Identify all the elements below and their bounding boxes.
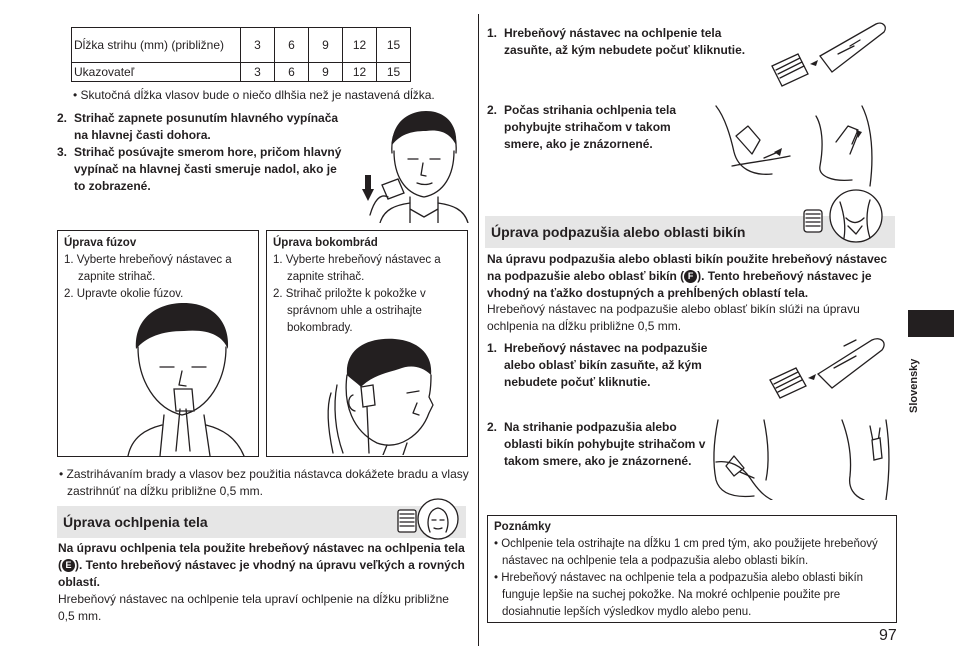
table-cell: 12 (343, 63, 377, 82)
box-title: Úprava fúzov (64, 237, 137, 249)
body-trimming-illustration (712, 96, 892, 188)
section-heading: Úprava podpazušia alebo oblasti bikín (491, 224, 746, 240)
step-number: 2. (57, 111, 68, 125)
underarm-section-description: Hrebeňový nástavec na podpazušie alebo oblasť bikín slúži na úpravu ochlpenia na dĺžku približne 0,5 mm. (487, 302, 860, 333)
table-cell: 3 (241, 63, 275, 82)
body-steps-2 (487, 102, 707, 153)
sideburns-illustration (317, 335, 457, 455)
step-number: 1. (487, 26, 498, 40)
step-item (487, 419, 707, 470)
page-number: 97 (879, 627, 897, 644)
mustache-illustration (126, 301, 246, 456)
table-cell-label: Ukazovateľ (72, 63, 241, 82)
note-item: • Ochlpenie tela ostrihajte na dĺžku 1 cm pred tým, ako použijete hrebeňový nástavec na ochlpenie tela a podpazušia alebo oblasti bikín. (494, 538, 878, 567)
underarm-comb-insert-illustration (764, 330, 896, 400)
body-steps-1 (487, 25, 757, 59)
step-item (487, 102, 707, 153)
bikin-underarm-trimming-illustration (704, 416, 894, 500)
box-item: 2. Upravte okolie fúzov. (64, 288, 184, 300)
language-tab-marker (908, 310, 954, 337)
box-item: 1. Vyberte hrebeňový nástavec a zapnite strihač. (64, 254, 232, 283)
table-cell: 3 (241, 28, 275, 63)
attachment-letter-badge: F (684, 270, 697, 283)
intro-text: ). Tento hrebeňový nástavec je vhodný na ťažko dostupných a prehĺbených oblastí tela. (487, 269, 872, 300)
step-text: Počas strihania ochlpenia tela pohybujte strihačom v takom smere, ako je znázornené. (504, 103, 677, 151)
step-item (487, 25, 757, 59)
table-cell: 15 (377, 63, 411, 82)
body-comb-insert-illustration (764, 18, 894, 88)
note-item: • Hrebeňový nástavec na ochlpenie tela a podpazušia alebo oblasti bikín funguje lepšie na suchej pokožke. Na mokré ochlpenie použite pre dosiahnutie lepších výsledkov mydlo alebo penu. (494, 572, 864, 618)
step-text: Hrebeňový nástavec na ochlpenie tela zasuňte, až kým nebudete počuť kliknutie. (504, 26, 746, 57)
step-text: Hrebeňový nástavec na podpazušie alebo oblasť bikín zasuňte, až kým nebudete počuť kliknutie. (504, 341, 708, 389)
step-text: Na strihanie podpazušia alebo oblasti bikín pohybujte strihačom v takom smere, ako je znázornené. (504, 420, 706, 468)
table-cell: 12 (343, 28, 377, 63)
table-cell-label: Dĺžka strihu (mm) (približne) (72, 28, 241, 63)
step-number: 1. (487, 341, 498, 355)
left-steps (57, 110, 347, 195)
table-cell: 15 (377, 28, 411, 63)
attachment-letter-badge: E (62, 559, 75, 572)
table-row (72, 28, 411, 63)
table-cell: 9 (309, 28, 343, 63)
body-comb-attachment-icon (392, 498, 464, 542)
man-trimming-illustration (360, 105, 472, 223)
cut-length-table (71, 27, 411, 82)
table-row (72, 63, 411, 82)
table-cell: 6 (275, 63, 309, 82)
box-item: 1. Vyberte hrebeňový nástavec a zapnite strihač. (273, 254, 441, 283)
table-note: • Skutočná dĺžka vlasov bude o niečo dlhšia než je nastavená dĺžka. (73, 88, 435, 102)
box-title: Úprava bokombrád (273, 237, 378, 249)
underarm-steps-2 (487, 419, 707, 470)
notes-title: Poznámky (494, 521, 551, 533)
sideburns-box (266, 230, 468, 457)
section-heading: Úprava ochlpenia tela (63, 514, 208, 530)
box-item: 2. Strihač priložte k pokožke v správnom uhle a ostrihajte bokombrady. (273, 288, 426, 334)
underarm-section-intro (487, 251, 897, 302)
underarm-comb-attachment-icon (800, 188, 890, 244)
intro-text: ). Tento hrebeňový nástavec je vhodný na úpravu veľkých a rovných oblastí. (58, 558, 465, 589)
step-number: 2. (487, 420, 498, 434)
step-number: 3. (57, 145, 68, 159)
table-cell: 6 (275, 28, 309, 63)
intro-text: Na úpravu ochlpenia tela použite hrebeňový nástavec na ochlpenia tela ( (58, 541, 465, 572)
step-item (57, 144, 347, 195)
body-section-description: Hrebeňový nástavec na ochlpenie tela upraví ochlpenie na dĺžku približne 0,5 mm. (58, 592, 449, 623)
body-section-intro (58, 540, 468, 591)
step-text: Strihač posúvajte smerom hore, pričom hlavný vypínač na hlavnej časti smeruje nadol, ako je to zobrazené. (74, 145, 342, 193)
step-item (487, 340, 737, 391)
beard-note: • Zastrihávaním brady a vlasov bez použitia nástavca dokážete bradu a vlasy zastrihnúť na dĺžku približne 0,5 mm. (59, 467, 469, 498)
step-text: Strihač zapnete posunutím hlavného vypínača na hlavnej časti dohora. (74, 111, 339, 142)
step-number: 2. (487, 103, 498, 117)
table-cell: 9 (309, 63, 343, 82)
language-label (905, 345, 927, 415)
language-label-text: Slovensky (908, 358, 920, 413)
step-item (57, 110, 347, 144)
underarm-steps-1 (487, 340, 737, 391)
column-divider (478, 14, 479, 646)
mustache-box (57, 230, 259, 457)
notes-box (487, 515, 897, 623)
intro-text: Na úpravu podpazušia alebo oblasti bikín použite hrebeňový nástavec na podpazušie alebo oblasť bikín ( (487, 252, 888, 283)
